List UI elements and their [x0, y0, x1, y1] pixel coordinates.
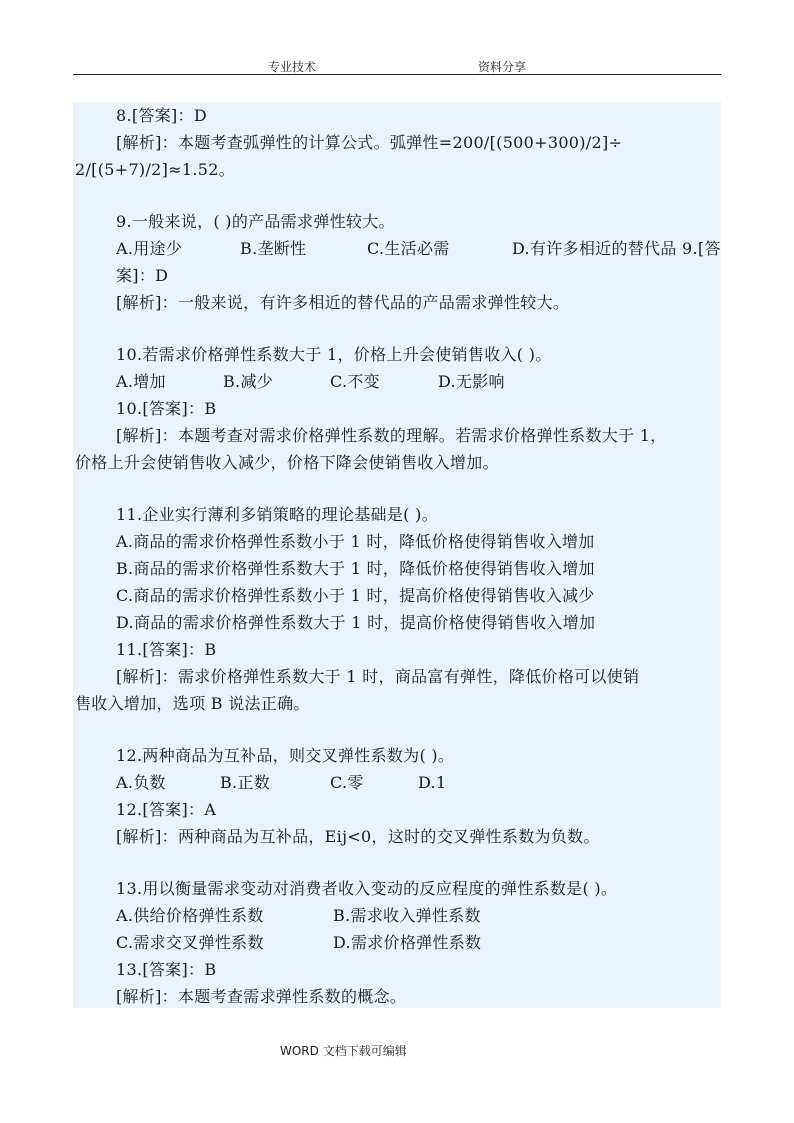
q10-analysis-line1: [解析]：本题考查对需求价格弹性系数的理解。若需求价格弹性系数大于 1， — [116, 426, 667, 445]
header-right-text: 资料分享 — [478, 60, 527, 74]
q9-options — [116, 239, 721, 259]
q10-options — [116, 372, 716, 392]
q9-option-c: C.生活必需 — [367, 239, 450, 258]
q12-option-c: C.零 — [330, 773, 364, 792]
q13-options-row1 — [116, 906, 716, 926]
page-footer: WORD 文档下载可编辑 — [280, 1044, 407, 1058]
q9-analysis: [解析]：一般来说，有许多相近的替代品的产品需求弹性较大。 — [116, 293, 570, 312]
header-left-text: 专业技术 — [268, 60, 317, 74]
document-content — [73, 102, 721, 1008]
q12-option-b: B.正数 — [220, 773, 271, 792]
q13-option-b: B.需求收入弹性系数 — [333, 906, 481, 925]
q11-analysis-line2: 售收入增加，选项 B 说法正确。 — [75, 694, 310, 713]
q10-option-a: A.增加 — [116, 372, 166, 391]
q9-option-a: A.用途少 — [116, 239, 183, 258]
q9-answer: 案]：D — [116, 266, 169, 285]
page-header — [73, 56, 721, 75]
q11-question: 11.企业实行薄利多销策略的理论基础是( )。 — [116, 505, 438, 524]
q10-answer: 10.[答案]：B — [116, 399, 217, 418]
q11-answer: 11.[答案]：B — [116, 640, 217, 659]
q12-option-d: D.1 — [418, 773, 447, 792]
q8-analysis-line2: 2/[(5+7)/2]≈1.52。 — [75, 160, 236, 179]
q11-option-a: A.商品的需求价格弹性系数小于 1 时，降低价格使得销售收入增加 — [116, 532, 595, 551]
q10-option-c: C.不变 — [330, 372, 380, 391]
q13-options-row2 — [116, 933, 716, 953]
q10-question: 10.若需求价格弹性系数大于 1，价格上升会使销售收入( )。 — [116, 345, 552, 364]
q12-answer: 12.[答案]：A — [116, 800, 217, 819]
q12-question: 12.两种商品为互补品，则交叉弹性系数为( )。 — [116, 746, 455, 765]
q13-question: 13.用以衡量需求变动对消费者收入变动的反应程度的弹性系数是( )。 — [116, 879, 618, 898]
q10-option-b: B.减少 — [223, 372, 274, 391]
q12-options — [116, 773, 716, 793]
q9-question: 9.一般来说，( )的产品需求弹性较大。 — [116, 212, 395, 231]
q13-answer: 13.[答案]：B — [116, 960, 217, 979]
q9-option-d: D.有许多相近的替代品 9.[答 — [512, 239, 721, 258]
q8-analysis-line1: [解析]：本题考查弧弹性的计算公式。弧弹性=200/[(500+300)/2]÷ — [116, 133, 623, 152]
q13-analysis: [解析]：本题考查需求弹性系数的概念。 — [116, 987, 407, 1006]
q11-option-d: D.商品的需求价格弹性系数大于 1 时，提高价格使得销售收入增加 — [116, 613, 596, 632]
q11-option-c: C.商品的需求价格弹性系数小于 1 时，提高价格使得销售收入减少 — [116, 586, 595, 605]
q12-option-a: A.负数 — [116, 773, 166, 792]
q13-option-a: A.供给价格弹性系数 — [116, 906, 264, 925]
q11-option-b: B.商品的需求价格弹性系数大于 1 时，降低价格使得销售收入增加 — [116, 559, 595, 578]
q12-analysis: [解析]：两种商品为互补品，Eij<0，这时的交叉弹性系数为负数。 — [116, 827, 600, 846]
q11-analysis-line1: [解析]：需求价格弹性系数大于 1 时，商品富有弹性，降低价格可以使销 — [116, 667, 640, 686]
q8-answer: 8.[答案]：D — [116, 106, 207, 125]
q10-option-d: D.无影响 — [438, 372, 505, 391]
q13-option-c: C.需求交叉弹性系数 — [116, 933, 264, 952]
q13-option-d: D.需求价格弹性系数 — [333, 933, 482, 952]
q9-option-b: B.垄断性 — [240, 239, 307, 258]
q10-analysis-line2: 价格上升会使销售收入减少，价格下降会使销售收入增加。 — [75, 453, 499, 472]
